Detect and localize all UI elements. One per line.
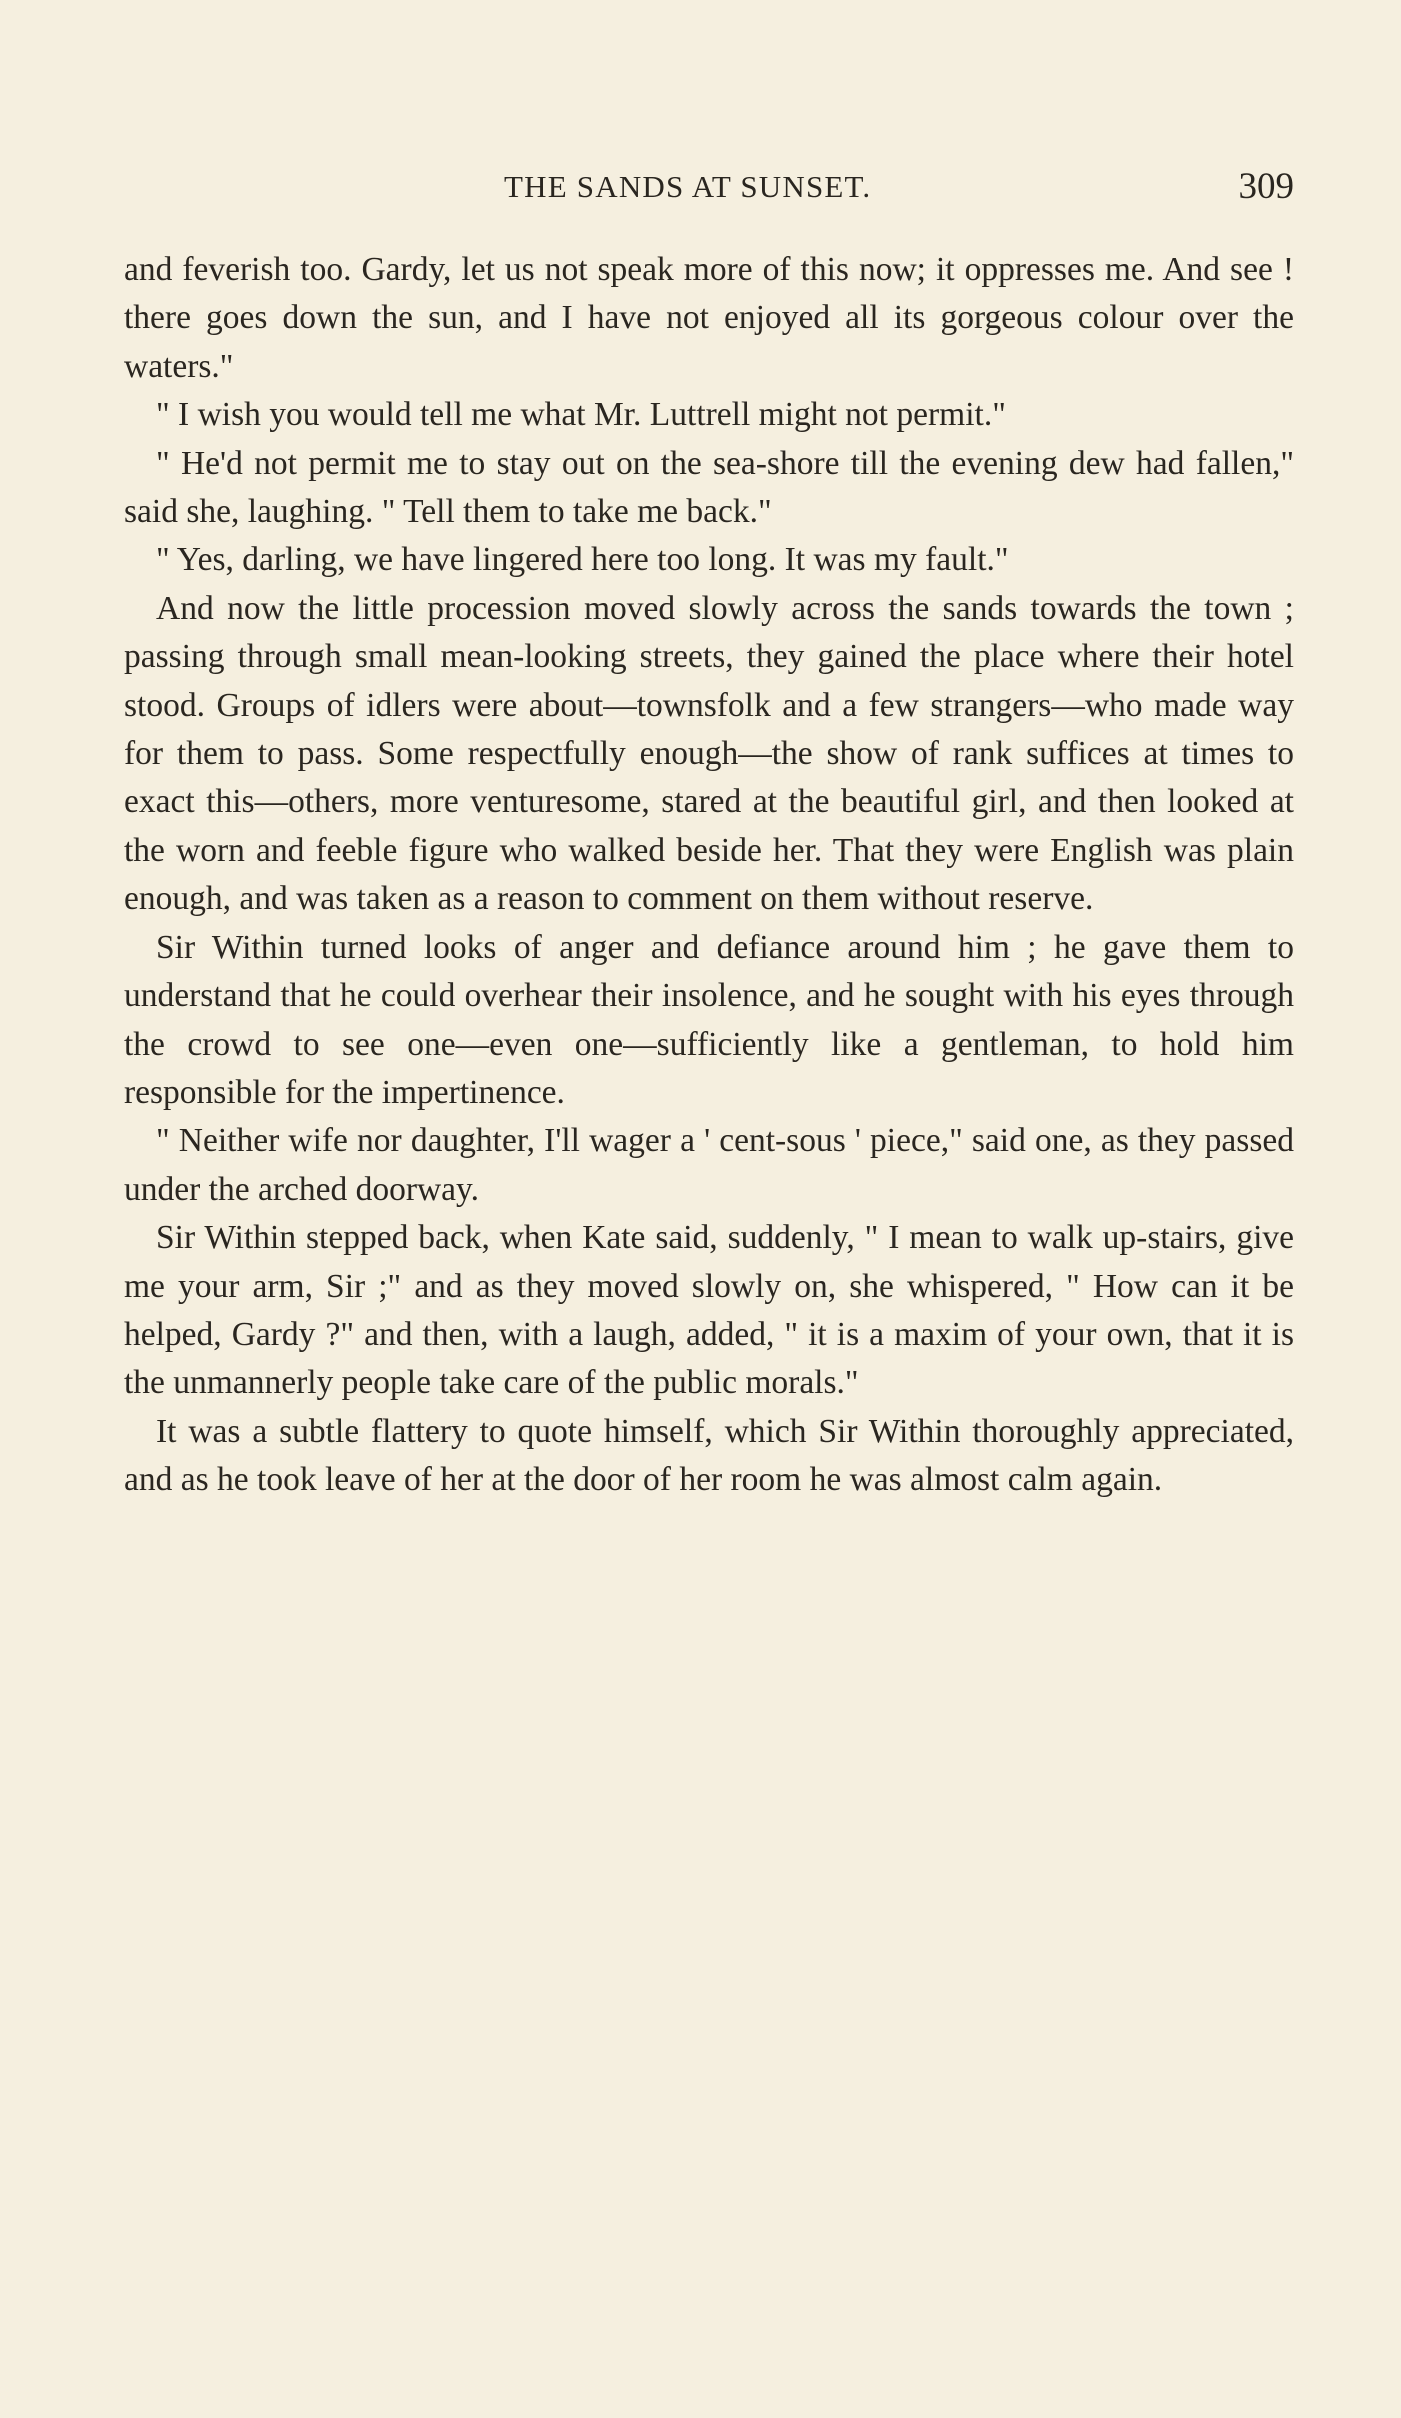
running-head [124, 165, 1294, 215]
paragraph: " I wish you would tell me what Mr. Luttrell might not permit." [156, 396, 1006, 434]
running-title: THE SANDS AT SUNSET. [504, 169, 872, 204]
paragraph: Sir Within stepped back, when Kate said, suddenly, " I mean to walk up-stairs, give me your arm, Sir ;" and as they moved slowly on, she whispered, " How can it be helped, Gardy ?" and then, with a laugh, added, " it is a maxim of your own, that it is the unmannerly people take care of the public morals." [124, 1219, 1294, 1402]
paragraph: " He'd not permit me to stay out on the sea-shore till the evening dew had fallen," said she, laughing. " Tell them to take me back." [124, 444, 1294, 531]
paragraph: and feverish too. Gardy, let us not speak more of this now; it oppresses me. And see ! there goes down the sun, and I have not enjoyed all its gorgeous colour over the waters." [124, 251, 1294, 385]
body-text [124, 246, 1294, 1505]
paragraph: Sir Within turned looks of anger and defiance around him ; he gave them to understand that he could overhear their insolence, and he sought with his eyes through the crowd to see one—even one—sufficiently like a gentleman, to hold him responsible for the impertinence. [124, 928, 1294, 1111]
page-number: 309 [1238, 166, 1294, 207]
paragraph: " Neither wife nor daughter, I'll wager a ' cent-sous ' piece," said one, as they passed under the arched doorway. [124, 1122, 1294, 1208]
paragraph: " Yes, darling, we have lingered here too long. It was my fault." [156, 541, 1009, 579]
paragraph: It was a subtle flattery to quote himself, which Sir Within thoroughly appreciated, and as he took leave of her at the door of her room he was almost calm again. [124, 1412, 1294, 1499]
paragraph: And now the little procession moved slowly across the sands towards the town ; passing through small mean-looking streets, they gained the place where their hotel stood. Groups of idlers were about—townsfolk and a few strangers—who made way for them to pass. Some respectfully enough—the show of rank suffices at times to exact this—others, more venturesome, stared at the beautiful girl, and then looked at the worn and feeble figure who walked beside her. That they were English was plain enough, and was taken as a reason to comment on them without reserve. [124, 589, 1294, 918]
